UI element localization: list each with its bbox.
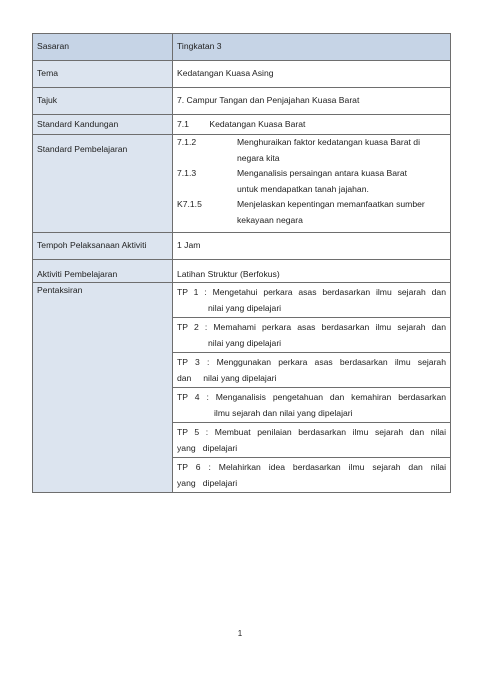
tp-item: [173, 423, 450, 458]
row-standard-pembelajaran: [33, 135, 451, 233]
tp-item: [173, 318, 450, 353]
page-number: 1: [237, 629, 243, 638]
row-pentaksiran: [33, 283, 451, 493]
value-tema: Kedatangan Kuasa Asing: [173, 61, 451, 88]
row-standard-kandungan: [33, 115, 451, 135]
tp-item: [173, 283, 450, 318]
row-sasaran: [33, 34, 451, 61]
label-standard-kandungan: Standard Kandungan: [33, 115, 173, 135]
sp-text: [237, 166, 446, 197]
kandungan-code: 7.1: [177, 118, 189, 129]
tp-line1: TP 6 : Melahirkan idea berdasarkan ilmu sejarah dan nilai: [177, 462, 446, 472]
tp-line2: yang dipelajari: [177, 442, 238, 453]
value-tajuk: 7. Campur Tangan dan Penjajahan Kuasa Barat: [173, 88, 451, 115]
tp-line2: nilai yang dipelajari: [208, 337, 282, 348]
sp-code: K7.1.5: [177, 199, 202, 209]
label-aktiviti: Aktiviti Pembelajaran: [33, 260, 173, 283]
value-pentaksiran: [173, 283, 451, 493]
tp-item: [173, 458, 450, 492]
row-aktiviti: [33, 260, 451, 283]
sp-text: [237, 135, 446, 166]
tp-line2: yang dipelajari: [177, 477, 238, 488]
tp-line1: TP 2 : Memahami perkara asas berdasarkan ilmu sejarah dan: [177, 322, 446, 332]
lesson-plan-table: [32, 33, 451, 493]
tp-line1: TP 1 : Mengetahui perkara asas berdasarkan ilmu sejarah dan: [177, 287, 446, 297]
sp-line1: Menghuraikan faktor kedatangan kuasa Barat di: [237, 137, 420, 147]
label-tema: Tema: [33, 61, 173, 88]
sp-code: 7.1.3: [177, 168, 197, 178]
value-aktiviti: Latihan Struktur (Berfokus): [173, 260, 451, 283]
tp-item: [173, 353, 450, 388]
sp-text: [237, 197, 446, 228]
row-tempoh: [33, 233, 451, 260]
label-pentaksiran: Pentaksiran: [33, 283, 173, 493]
value-standard-pembelajaran: [173, 135, 451, 233]
label-standard-pembelajaran: Standard Pembelajaran: [33, 135, 173, 233]
tp-line1: TP 4 : Menganalisis pengetahuan dan kemahiran berdasarkan: [177, 392, 446, 402]
tp-item: [173, 388, 450, 423]
label-tempoh: Tempoh Pelaksanaan Aktiviti: [33, 233, 173, 260]
tp-line1: TP 3 : Menggunakan perkara asas berdasarkan ilmu sejarah: [177, 357, 446, 367]
sp-line1: Menganalisis persaingan antara kuasa Barat: [237, 168, 408, 178]
row-tema: [33, 61, 451, 88]
label-sasaran: Sasaran: [33, 34, 173, 61]
sp-item: [177, 197, 446, 228]
tp-line2: nilai yang dipelajari: [208, 302, 282, 313]
sp-line2: negara kita: [237, 152, 280, 163]
row-tajuk: [33, 88, 451, 115]
sp-item: [177, 166, 446, 197]
tp-line2: dan nilai yang dipelajari: [177, 372, 277, 383]
sp-line1: Menjelaskan kepentingan memanfaatkan sumber: [237, 199, 425, 209]
value-standard-kandungan: [173, 115, 451, 135]
sp-line2: untuk mendapatkan tanah jajahan.: [237, 183, 369, 194]
kandungan-text: Kedatangan Kuasa Barat: [209, 118, 306, 129]
value-sasaran: Tingkatan 3: [173, 34, 451, 61]
tp-line2: ilmu sejarah dan nilai yang dipelajari: [214, 407, 353, 418]
tp-line1: TP 5 : Membuat penilaian berdasarkan ilmu sejarah dan nilai: [177, 427, 446, 437]
sp-line2: kekayaan negara: [237, 214, 303, 225]
sp-code: 7.1.2: [177, 137, 197, 147]
sp-item: [177, 135, 446, 166]
label-tajuk: Tajuk: [33, 88, 173, 115]
value-tempoh: 1 Jam: [173, 233, 451, 260]
